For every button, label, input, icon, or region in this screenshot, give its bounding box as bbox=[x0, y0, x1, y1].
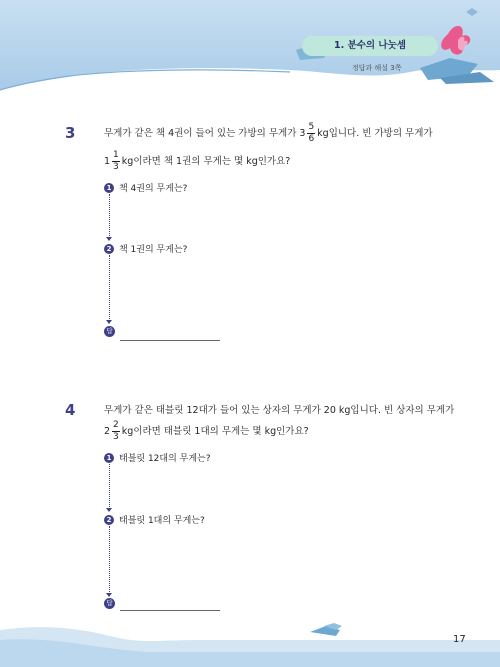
chapter-tab: 1. 분수의 나눗셈 bbox=[302, 36, 438, 56]
answer-icon: 답 bbox=[104, 598, 115, 609]
page-number: 17 bbox=[453, 634, 466, 645]
fraction bbox=[112, 150, 120, 173]
answer-reference: 정답과 해설 3쪽 bbox=[352, 64, 402, 72]
mixed-whole: 2 bbox=[104, 426, 111, 437]
step-label: 책 1권의 무게는? bbox=[119, 245, 188, 255]
problem-text: kg이라면 책 1권의 무게는 몇 kg인가요? bbox=[121, 156, 291, 167]
step-number-badge: 1 bbox=[104, 183, 114, 193]
flow-dotted-line bbox=[109, 526, 110, 594]
problem-text-line1 bbox=[104, 402, 454, 416]
step-1 bbox=[104, 451, 211, 464]
numerator: 1 bbox=[113, 150, 119, 160]
step-1 bbox=[104, 181, 187, 194]
denominator: 3 bbox=[113, 432, 119, 442]
problem-text: kg입니다. 빈 가방의 무게가 bbox=[317, 128, 433, 139]
numerator: 2 bbox=[113, 420, 119, 430]
step-number-badge: 2 bbox=[104, 244, 114, 254]
numerator: 5 bbox=[308, 122, 315, 132]
arrow-down-icon bbox=[106, 508, 112, 512]
flow-dotted-line bbox=[109, 255, 110, 321]
fraction bbox=[112, 420, 120, 443]
answer-icon: 답 bbox=[104, 326, 115, 337]
fraction bbox=[307, 122, 315, 145]
answer-blank[interactable] bbox=[120, 340, 220, 341]
arrow-down-icon bbox=[106, 237, 112, 241]
problem-number: 4 bbox=[65, 401, 76, 419]
problem-text: 무게가 같은 태블릿 12대가 들어 있는 상자의 무게가 20 kg입니다. 빈 상자의 무게가 bbox=[104, 405, 455, 416]
problem-text: kg이라면 태블릿 1대의 무게는 몇 kg인가요? bbox=[121, 426, 309, 437]
step-label: 태블릿 1대의 무게는? bbox=[119, 516, 205, 526]
mixed-whole: 1 bbox=[104, 156, 111, 167]
flow-dotted-line bbox=[109, 194, 110, 238]
denominator: 6 bbox=[308, 134, 315, 144]
problem-number: 3 bbox=[65, 124, 76, 142]
step-number-badge: 2 bbox=[104, 515, 114, 525]
arrow-down-icon bbox=[106, 320, 112, 324]
problem-text-line2 bbox=[104, 150, 290, 173]
flow-dotted-line bbox=[109, 464, 110, 509]
step-2 bbox=[104, 513, 205, 526]
step-label: 책 4권의 무게는? bbox=[119, 184, 188, 194]
step-2 bbox=[104, 242, 187, 255]
problem-text: 무게가 같은 책 4권이 들어 있는 가방의 무게가 3 bbox=[104, 128, 306, 139]
problem-text-line2 bbox=[104, 420, 309, 443]
step-number-badge: 1 bbox=[104, 453, 114, 463]
problem-text-line1 bbox=[104, 122, 433, 145]
arrow-down-icon bbox=[106, 593, 112, 597]
denominator: 3 bbox=[113, 162, 119, 172]
step-label: 태블릿 12대의 무게는? bbox=[119, 454, 211, 464]
answer-blank[interactable] bbox=[120, 610, 220, 611]
